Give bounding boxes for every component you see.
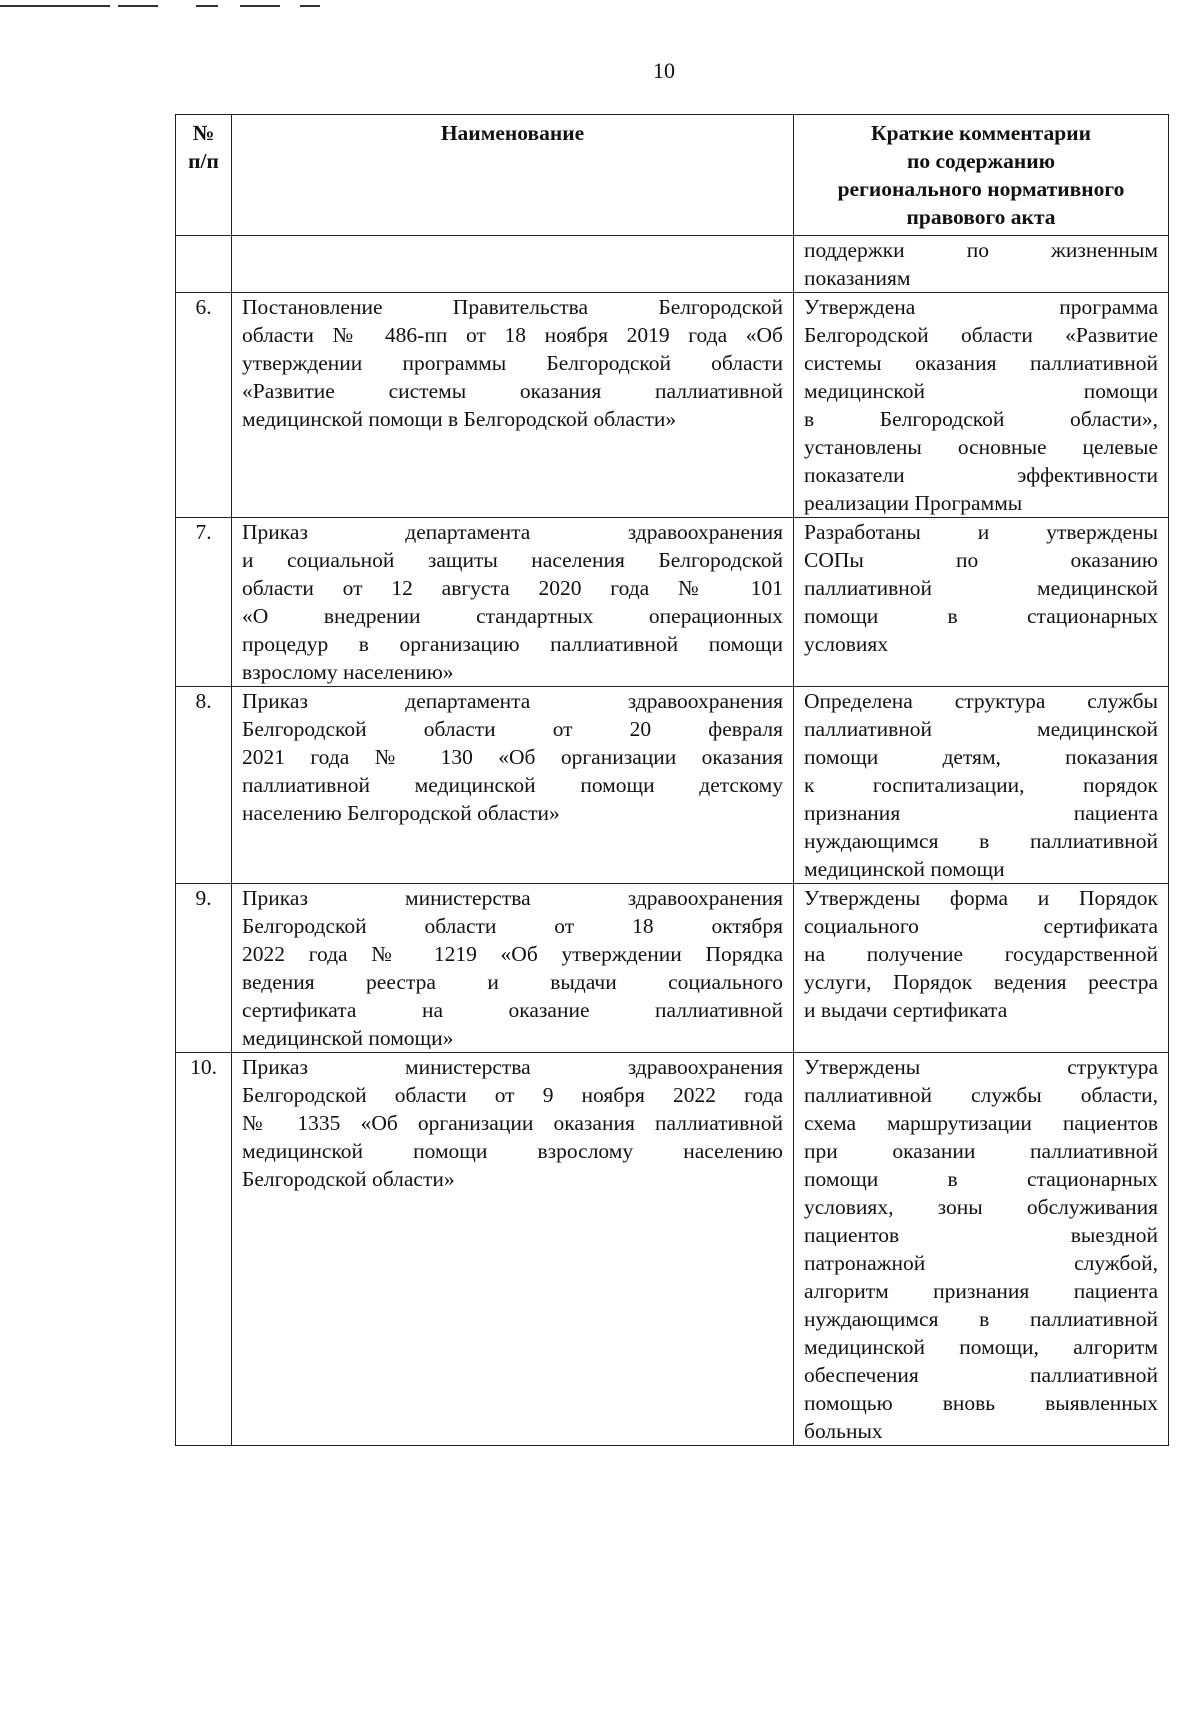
act-name-cell <box>232 884 794 1053</box>
act-name-line: Белгородской области от 9 ноября 2022 года <box>242 1083 783 1107</box>
act-name-line: Белгородской области от 18 октября <box>242 914 783 938</box>
legal-acts-table <box>175 114 1169 1446</box>
act-name-line: взрослому населению» <box>242 660 454 684</box>
table-row <box>176 687 1169 884</box>
table-row <box>176 884 1169 1053</box>
table-row <box>176 518 1169 687</box>
act-comment-line: реализации Программы <box>804 491 1023 515</box>
act-comment-line: условиях, зоны обслуживания <box>804 1195 1158 1219</box>
scan-artifact-line <box>300 5 320 7</box>
act-comment-line: патронажной службой, <box>804 1251 1158 1275</box>
act-name-line: процедур в организацию паллиативной помощи <box>242 632 783 656</box>
act-comment-line: Определена структура службы <box>804 689 1158 713</box>
header-comment: Краткие комментарии по содержанию регионального нормативного правового акта <box>794 115 1169 236</box>
act-comment-line: медицинской помощи, алгоритм <box>804 1335 1158 1359</box>
act-comment-line: Утверждена программа <box>804 295 1158 319</box>
header-number: № п/п <box>176 115 232 236</box>
act-name-cell <box>232 293 794 518</box>
act-name-line: медицинской помощи» <box>242 1026 454 1050</box>
act-comment-line: Разработаны и утверждены <box>804 520 1158 544</box>
scan-artifact-line <box>240 5 280 7</box>
act-name-line: «О внедрении стандартных операционных <box>242 604 783 628</box>
act-name-line: Постановление Правительства Белгородской <box>242 295 783 319</box>
act-comment-cell <box>794 236 1169 293</box>
act-comment-line: признания пациента <box>804 801 1158 825</box>
act-comment-line: поддержки по жизненным <box>804 238 1158 262</box>
act-comment-line: показатели эффективности <box>804 463 1158 487</box>
act-comment-line: СОПы по оказанию <box>804 548 1158 572</box>
act-name-line: Приказ министерства здравоохранения <box>242 886 783 910</box>
act-comment-line: и выдачи сертификата <box>804 998 1008 1022</box>
act-comment-cell <box>794 518 1169 687</box>
row-number: 9. <box>176 884 232 1053</box>
act-name-line: Приказ департамента здравоохранения <box>242 520 783 544</box>
act-name-line: 2021 года № 130 «Об организации оказания <box>242 745 783 769</box>
row-number: 7. <box>176 518 232 687</box>
act-name-line: сертификата на оказание паллиативной <box>242 998 783 1022</box>
table-row <box>176 236 1169 293</box>
act-comment-line: в Белгородской области», <box>804 407 1158 431</box>
act-comment-line: установлены основные целевые <box>804 435 1158 459</box>
act-name-line: области № 486-пп от 18 ноября 2019 года «Об <box>242 323 783 347</box>
act-comment-cell <box>794 293 1169 518</box>
row-number <box>176 236 232 293</box>
scan-artifact-line <box>118 5 158 7</box>
act-name-line: населению Белгородской области» <box>242 801 560 825</box>
act-comment-line: условиях <box>804 632 889 656</box>
scan-artifact-line <box>196 5 218 7</box>
act-comment-line: к госпитализации, порядок <box>804 773 1158 797</box>
act-comment-line: паллиативной службы области, <box>804 1083 1158 1107</box>
act-name-line: № 1335 «Об организации оказания паллиативной <box>242 1111 783 1135</box>
table-row <box>176 293 1169 518</box>
act-comment-line: нуждающимся в паллиативной <box>804 829 1158 853</box>
act-name-line: 2022 года № 1219 «Об утверждении Порядка <box>242 942 783 966</box>
act-comment-line: показаниям <box>804 266 911 290</box>
act-name-line: «Развитие системы оказания паллиативной <box>242 379 783 403</box>
act-comment-cell <box>794 884 1169 1053</box>
header-name: Наименование <box>232 115 794 236</box>
act-name-cell <box>232 687 794 884</box>
act-comment-line: пациентов выездной <box>804 1223 1158 1247</box>
row-number: 6. <box>176 293 232 518</box>
act-name-line: Приказ министерства здравоохранения <box>242 1055 783 1079</box>
act-name-cell <box>232 518 794 687</box>
act-name-line: области от 12 августа 2020 года № 101 <box>242 576 783 600</box>
table-body <box>176 236 1169 1446</box>
scan-artifact-line <box>0 5 110 7</box>
act-comment-line: Белгородской области «Развитие <box>804 323 1158 347</box>
act-name-line: Приказ департамента здравоохранения <box>242 689 783 713</box>
act-comment-line: алгоритм признания пациента <box>804 1279 1158 1303</box>
act-comment-line: помощи детям, показания <box>804 745 1158 769</box>
act-name-line: паллиативной медицинской помощи детскому <box>242 773 783 797</box>
act-comment-line: при оказании паллиативной <box>804 1139 1158 1163</box>
act-comment-line: системы оказания паллиативной <box>804 351 1158 375</box>
act-name-line: Белгородской области» <box>242 1167 455 1191</box>
act-name-line: медицинской помощи взрослому населению <box>242 1139 783 1163</box>
act-name-line: ведения реестра и выдачи социального <box>242 970 783 994</box>
act-name-cell <box>232 236 794 293</box>
act-comment-line: медицинской помощи <box>804 379 1158 403</box>
act-name-line: утверждении программы Белгородской области <box>242 351 783 375</box>
act-name-line: медицинской помощи в Белгородской области» <box>242 407 677 431</box>
act-comment-line: помощи в стационарных <box>804 1167 1158 1191</box>
act-comment-line: на получение государственной <box>804 942 1158 966</box>
act-comment-line: услуги, Порядок ведения реестра <box>804 970 1158 994</box>
row-number: 8. <box>176 687 232 884</box>
act-comment-cell <box>794 1053 1169 1446</box>
act-comment-line: паллиативной медицинской <box>804 717 1158 741</box>
act-comment-line: помощи в стационарных <box>804 604 1158 628</box>
page-number: 10 <box>653 58 675 83</box>
act-comment-line: обеспечения паллиативной <box>804 1363 1158 1387</box>
act-comment-line: Утверждены структура <box>804 1055 1158 1079</box>
act-name-line: Белгородской области от 20 февраля <box>242 717 783 741</box>
act-name-cell <box>232 1053 794 1446</box>
act-name-line: и социальной защиты населения Белгородской <box>242 548 783 572</box>
table-row <box>176 1053 1169 1446</box>
act-comment-line: паллиативной медицинской <box>804 576 1158 600</box>
act-comment-line: больных <box>804 1419 883 1443</box>
table-header-row <box>176 115 1169 236</box>
row-number: 10. <box>176 1053 232 1446</box>
act-comment-line: медицинской помощи <box>804 857 1005 881</box>
act-comment-line: социального сертификата <box>804 914 1158 938</box>
act-comment-line: помощью вновь выявленных <box>804 1391 1158 1415</box>
act-comment-cell <box>794 687 1169 884</box>
act-comment-line: Утверждены форма и Порядок <box>804 886 1158 910</box>
act-comment-line: схема маршрутизации пациентов <box>804 1111 1158 1135</box>
act-comment-line: нуждающимся в паллиативной <box>804 1307 1158 1331</box>
